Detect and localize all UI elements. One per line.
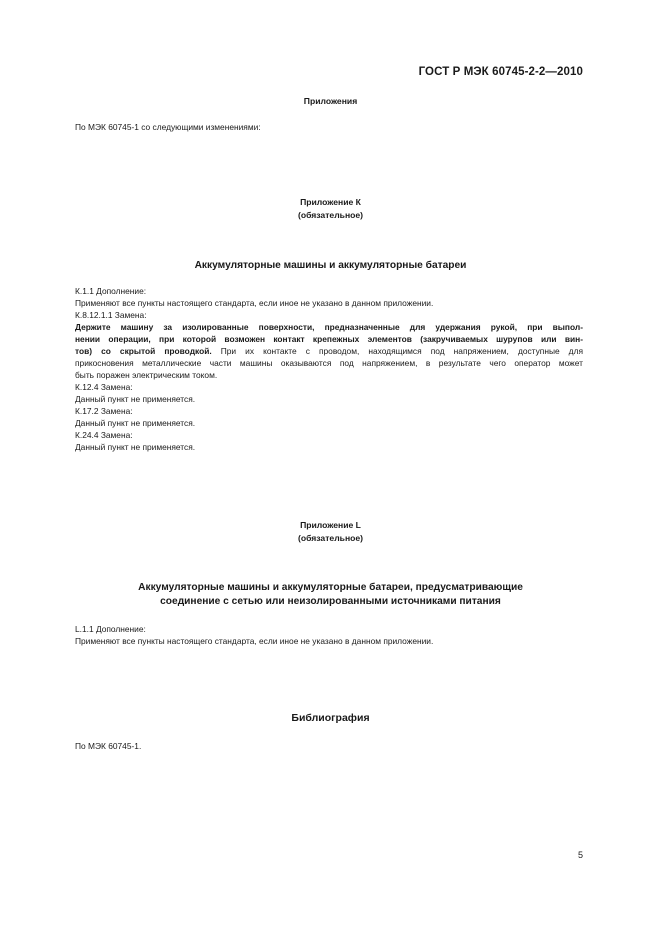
standard-code-header: ГОСТ Р МЭК 60745-2-2—2010 [418, 66, 583, 78]
k111-ref: К.1.1 Дополнение: [75, 286, 147, 296]
annex-l-title-line1: Аккумуляторные машины и аккумуляторные батареи, предусматривающие [138, 582, 523, 593]
annex-l-status: (обязательное) [297, 533, 364, 543]
k124-ref: К.12.4 Замена: [75, 382, 133, 392]
bibliography-title: Библиография [291, 712, 370, 724]
k111-text: Применяют все пункты настоящего стандарта, если иное не указано в данном приложении. [75, 298, 434, 308]
k172-text: Данный пункт не применяется. [75, 418, 196, 428]
annex-k-status: (обязательное) [297, 210, 364, 220]
l11-ref: L.1.1 Дополнение: [75, 624, 146, 634]
annex-l-body [75, 623, 583, 647]
k81211-warning-line1: Держите машину за изолированные поверхности, предназначенные для удержания рукой, при выпол- [75, 322, 583, 332]
annex-k-body [75, 285, 583, 453]
k81211-mixed-line [75, 345, 583, 357]
k81211-line4: прикосновения металлические части машины оказываются под напряжением, в результате чего оператор может [75, 358, 583, 368]
annex-l-title-line2: соединение с сетью или неизолированными источниками питания [160, 596, 501, 607]
annex-k-label: Приложение К [300, 197, 361, 207]
l11-text: Применяют все пункты настоящего стандарта, если иное не указано в данном приложении. [75, 636, 434, 646]
appendices-intro: По МЭК 60745-1 со следующими изменениями: [75, 122, 261, 132]
k124-text: Данный пункт не применяется. [75, 394, 196, 404]
k81211-line3-rest: При их контакте с проводом, находящимся под напряжением, доступные для [211, 346, 583, 356]
annex-k-title: Аккумуляторные машины и аккумуляторные батареи [194, 260, 467, 271]
k244-ref: К.24.4 Замена: [75, 430, 133, 440]
k81211-warning-line3: тов) со скрытой проводкой. [75, 346, 212, 356]
k172-ref: К.17.2 Замена: [75, 406, 133, 416]
annex-l-label: Приложение L [300, 520, 361, 530]
annex-l-title [0, 581, 661, 609]
k244-text: Данный пункт не применяется. [75, 442, 196, 452]
bibliography-text: По МЭК 60745-1. [75, 741, 142, 751]
k81211-warning-line2: нении операции, при которой возможен контакт крепежных элементов (закручиваемых шурупов или вин- [75, 334, 583, 344]
k81211-line5: быть поражен электрическим током. [75, 370, 218, 380]
k81211-ref: К.8.12.1.1 Замена: [75, 310, 147, 320]
appendices-heading: Приложения [303, 96, 358, 106]
page-number: 5 [577, 850, 583, 860]
